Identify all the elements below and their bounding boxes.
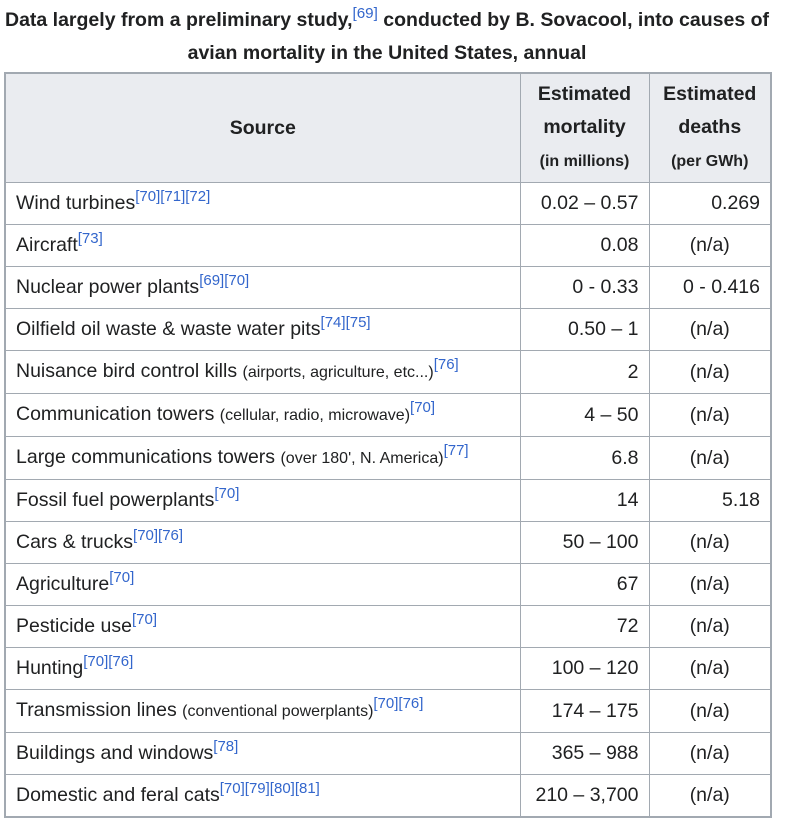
cell-deaths: (n/a) [649,394,771,437]
source-note: (conventional powerplants) [182,703,374,720]
source-note: (over 180', N. America) [280,450,444,467]
table-row [5,480,771,522]
reference-links[interactable]: [73] [77,229,103,247]
cell-deaths: (n/a) [649,564,771,606]
reference-links[interactable]: [76] [433,355,459,373]
source-note: (cellular, radio, microwave) [219,407,411,424]
reference-links[interactable]: [69][70] [199,271,250,289]
source-name: Communication towers [16,403,215,425]
cell-source [5,309,520,351]
cell-mortality: 0.02 – 0.57 [520,183,649,225]
reference-links[interactable]: [70] [214,484,240,502]
table-row [5,564,771,606]
cell-source [5,606,520,648]
source-name: Buildings and windows [16,742,214,764]
source-name: Cars & trucks [16,531,134,553]
cell-source [5,437,520,480]
cell-mortality: 67 [520,564,649,606]
cell-mortality: 100 – 120 [520,648,649,690]
source-name: Aircraft [16,234,78,256]
source-name: Hunting [16,657,84,679]
cell-deaths: (n/a) [649,522,771,564]
reference-links[interactable]: [70][79][80][81] [219,779,320,797]
cell-source [5,394,520,437]
source-name: Domestic and feral cats [16,784,220,806]
source-name: Nuclear power plants [16,276,200,298]
source-name: Nuisance bird control kills [16,360,238,382]
table-row [5,690,771,733]
cell-source [5,225,520,267]
reference-links[interactable]: [78] [213,737,239,755]
cell-source [5,267,520,309]
caption-reference-link[interactable]: [69] [352,4,378,22]
cell-deaths: 5.18 [649,480,771,522]
reference-links[interactable]: [70] [410,398,436,416]
cell-mortality: 72 [520,606,649,648]
reference-links[interactable]: [77] [443,441,469,459]
header-estimated-mortality: Estimated mortality (in millions) [520,73,649,183]
cell-mortality: 2 [520,351,649,394]
source-name: Large communications towers [16,446,276,468]
table-row [5,437,771,480]
table-body [5,183,771,818]
cell-mortality: 0 - 0.33 [520,267,649,309]
cell-mortality: 210 – 3,700 [520,775,649,818]
caption-text-rest: conducted by B. Sovacool, into causes of avian mortality in the United States, annual [187,9,770,64]
table-row [5,183,771,225]
cell-source [5,183,520,225]
table-caption [4,4,770,70]
caption-text: Data largely from a preliminary study, [4,9,353,31]
cell-mortality: 365 – 988 [520,733,649,775]
table-row [5,522,771,564]
cell-deaths: (n/a) [649,733,771,775]
cell-source [5,648,520,690]
cell-source [5,351,520,394]
cell-deaths: (n/a) [649,775,771,818]
source-name: Fossil fuel powerplants [16,489,215,511]
cell-source [5,564,520,606]
table-row [5,733,771,775]
cell-source [5,733,520,775]
cell-mortality: 14 [520,480,649,522]
header-row [5,73,771,183]
table-row [5,267,771,309]
source-name: Agriculture [16,573,110,595]
cell-mortality: 0.08 [520,225,649,267]
cell-deaths: 0.269 [649,183,771,225]
cell-deaths: (n/a) [649,309,771,351]
cell-deaths: (n/a) [649,648,771,690]
cell-mortality: 6.8 [520,437,649,480]
cell-deaths: (n/a) [649,606,771,648]
reference-links[interactable]: [74][75] [320,313,371,331]
cell-source [5,690,520,733]
cell-deaths: (n/a) [649,225,771,267]
avian-mortality-table [4,72,772,818]
table-row [5,309,771,351]
table-row [5,225,771,267]
cell-deaths: 0 - 0.416 [649,267,771,309]
cell-source [5,775,520,818]
source-name: Pesticide use [16,615,132,637]
source-name: Oilfield oil waste & waste water pits [16,318,321,340]
reference-links[interactable]: [70][76] [373,694,424,712]
header-estimated-deaths: Estimated deaths (per GWh) [649,73,771,183]
header-source: Source [5,73,520,183]
table-row [5,775,771,818]
source-name: Wind turbines [16,192,136,214]
reference-links[interactable]: [70][71][72] [135,187,211,205]
source-note: (airports, agriculture, etc...) [242,364,434,381]
reference-links[interactable]: [70] [131,610,158,628]
reference-links[interactable]: [70][76] [133,526,184,544]
source-name: Transmission lines [16,699,177,721]
table-row [5,394,771,437]
cell-source [5,480,520,522]
cell-mortality: 4 – 50 [520,394,649,437]
cell-mortality: 50 – 100 [520,522,649,564]
cell-deaths: (n/a) [649,351,771,394]
cell-mortality: 174 – 175 [520,690,649,733]
cell-source [5,522,520,564]
table-row [5,648,771,690]
reference-links[interactable]: [70] [109,568,135,586]
table-row [5,606,771,648]
cell-mortality: 0.50 – 1 [520,309,649,351]
reference-links[interactable]: [70][76] [83,652,134,670]
cell-deaths: (n/a) [649,437,771,480]
cell-deaths: (n/a) [649,690,771,733]
table-row [5,351,771,394]
